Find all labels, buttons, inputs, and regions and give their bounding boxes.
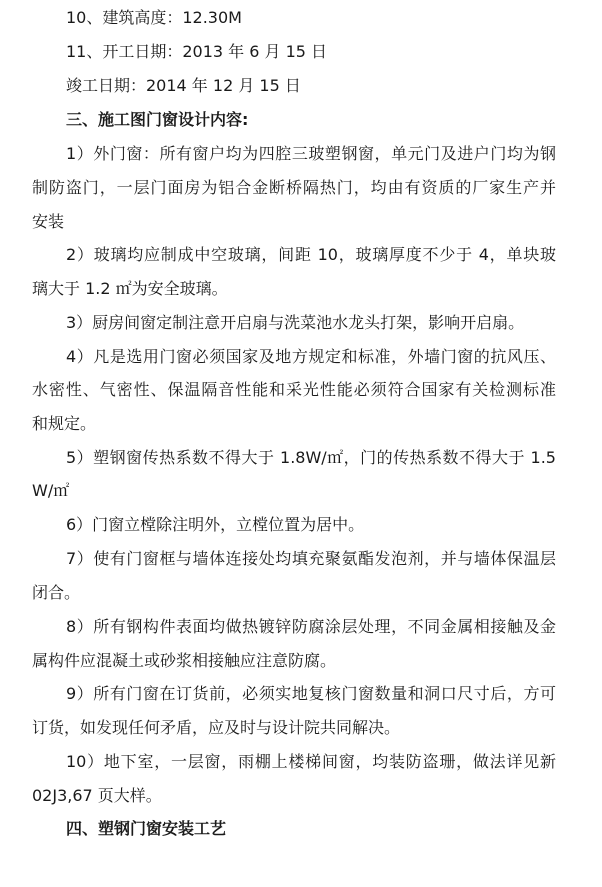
paragraph-line: 9）所有门窗在订货前，必须实地复核门窗数量和洞口尺寸后，方可	[66, 684, 556, 703]
paragraph-line: 订货，如发现任何矛盾，应及时与设计院共同解决。	[32, 718, 401, 737]
paragraph-line: 属构件应混凝土或砂浆相接触应注意防腐。	[32, 651, 337, 670]
section-heading-installation: 四、塑钢门窗安装工艺	[66, 819, 227, 838]
paragraph-line: 2）玻璃均应制成中空玻璃，间距 10，玻璃厚度不少于 4，单块玻	[66, 245, 556, 264]
paragraph-line: 制防盗门，一层门面房为铝合金断桥隔热门，均由有资质的厂家生产并	[32, 178, 556, 197]
paragraph-line: 4）凡是选用门窗必须国家及地方规定和标准，外墙门窗的抗风压、	[66, 347, 556, 366]
paragraph-line: W/㎡	[32, 481, 70, 500]
paragraph-line: 10）地下室，一层窗，雨棚上楼梯间窗，均装防盗珊，做法详见新	[66, 752, 556, 771]
building-height-line: 10、建筑高度：12.30M	[66, 8, 242, 27]
paragraph-line: 6）门窗立樘除注明外，立樘位置为居中。	[66, 515, 365, 534]
paragraph-line: 水密性、气密性、保温隔音性能和采光性能必须符合国家有关检测标准	[32, 380, 556, 399]
start-date-line: 11、开工日期：2013 年 6 月 15 日	[66, 42, 328, 61]
paragraph-line: 和规定。	[32, 414, 97, 433]
paragraph-line: 3）厨房间窗定制注意开启扇与洗菜池水龙头打架，影响开启扇。	[66, 313, 525, 332]
paragraph-line: 7）使有门窗框与墙体连接处均填充聚氨酯发泡剂，并与墙体保温层	[66, 549, 556, 568]
section-heading-window-design: 三、施工图门窗设计内容:	[66, 110, 249, 129]
paragraph-line: 安装	[32, 212, 65, 231]
paragraph-line: 璃大于 1.2 ㎡为安全玻璃。	[32, 279, 228, 298]
paragraph-line: 1）外门窗：所有窗户均为四腔三玻塑钢窗，单元门及进户门均为钢	[66, 144, 556, 163]
paragraph-line: 5）塑钢窗传热系数不得大于 1.8W/㎡，门的传热系数不得大于 1.5	[66, 448, 556, 467]
paragraph-line: 8）所有钢构件表面均做热镀锌防腐涂层处理，不同金属相接触及金	[66, 617, 556, 636]
completion-date-line: 竣工日期：2014 年 12 月 15 日	[66, 76, 301, 95]
paragraph-line: 闭合。	[32, 583, 81, 602]
paragraph-line: 02J3,67 页大样。	[32, 786, 162, 805]
